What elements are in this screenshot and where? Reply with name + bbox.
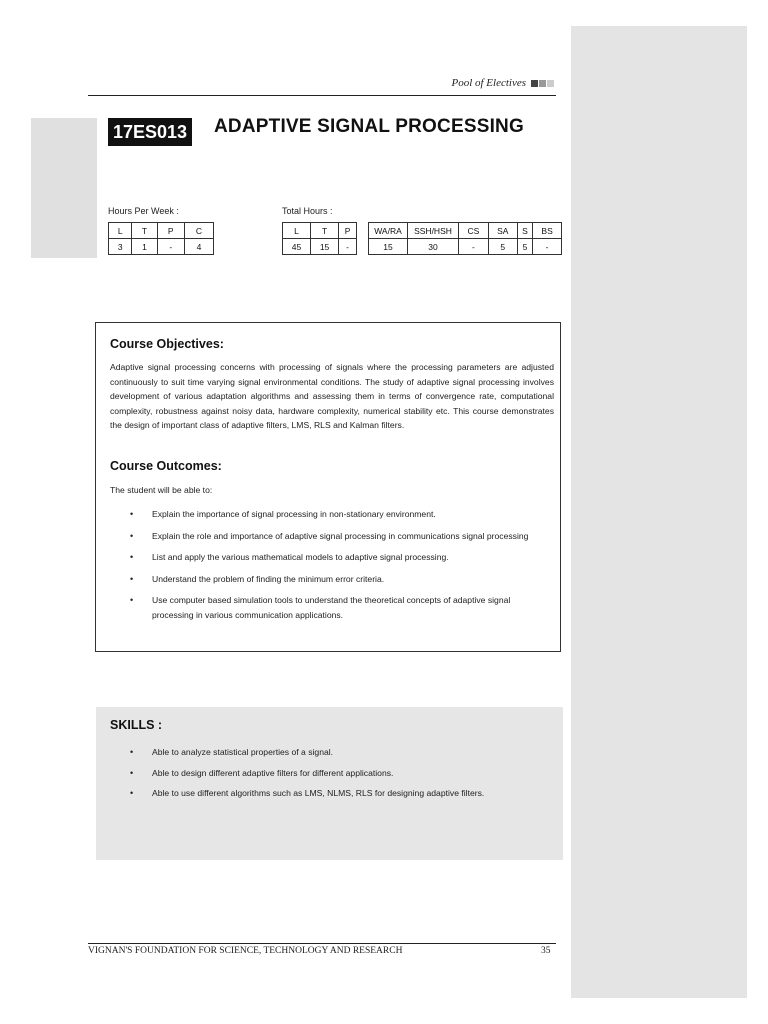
skills-panel	[96, 707, 563, 860]
table-cell: S	[517, 223, 533, 239]
table-cell: SSH/HSH	[408, 223, 459, 239]
table-cell: SA	[488, 223, 517, 239]
list-item: • Able to use different algorithms such as LMS, NLMS, RLS for designing adaptive filters.	[152, 786, 548, 801]
header-rule	[88, 95, 556, 96]
bullet-icon: •	[130, 552, 134, 563]
table-cell: C	[184, 223, 213, 239]
table-cell: WA/RA	[369, 223, 408, 239]
objectives-heading: Course Objectives:	[110, 337, 224, 351]
right-margin-panel	[571, 26, 747, 998]
outcomes-intro: The student will be able to:	[110, 485, 213, 495]
list-item: • Use computer based simulation tools to understand the theoretical concepts of adaptive signal processing in various communication applications.	[130, 595, 511, 620]
list-item: • Able to design different adaptive filters for different applications.	[152, 766, 548, 781]
skills-heading: SKILLS :	[110, 718, 163, 732]
hours-per-week-label: Hours Per Week :	[108, 206, 179, 216]
table-cell: 15	[369, 239, 408, 255]
table-cell: BS	[533, 223, 562, 239]
list-item: • Explain the role and importance of adaptive signal processing in communications signal processing	[152, 529, 548, 544]
table-cell: -	[339, 239, 357, 255]
bullet-icon: •	[130, 573, 134, 584]
page-number: 35	[541, 946, 551, 956]
left-margin-tab	[31, 118, 97, 258]
outcomes-heading: Course Outcomes:	[110, 459, 222, 473]
total-hours-table	[282, 222, 357, 255]
course-title: ADAPTIVE SIGNAL PROCESSING	[214, 116, 524, 137]
header-square	[539, 80, 546, 87]
table-cell: 3	[109, 239, 132, 255]
header-square	[531, 80, 538, 87]
self-study-table	[368, 222, 562, 255]
bullet-icon: •	[130, 530, 134, 541]
table-cell: -	[533, 239, 562, 255]
table-row	[283, 223, 357, 239]
table-row	[369, 223, 562, 239]
table-row	[283, 239, 357, 255]
list-item: • Able to analyze statistical properties of a signal.	[152, 745, 548, 760]
outcomes-list	[130, 507, 548, 623]
table-cell: CS	[459, 223, 489, 239]
table-cell: 5	[488, 239, 517, 255]
table-row	[109, 223, 214, 239]
bullet-icon: •	[130, 509, 134, 519]
table-cell: 15	[311, 239, 339, 255]
table-cell: P	[339, 223, 357, 239]
table-cell: 30	[408, 239, 459, 255]
table-cell: -	[459, 239, 489, 255]
list-item: • List and apply the various mathematical models to adaptive signal processing.	[152, 550, 548, 565]
table-cell: 5	[517, 239, 533, 255]
table-cell: T	[311, 223, 339, 239]
list-item: • Understand the problem of finding the minimum error criteria.	[152, 572, 548, 587]
table-cell: L	[283, 223, 311, 239]
header-square	[547, 80, 554, 87]
bullet-icon: •	[130, 747, 134, 757]
bullet-icon: •	[130, 595, 134, 606]
footer-institution: VIGNAN'S FOUNDATION FOR SCIENCE, TECHNOLOGY AND RESEARCH	[88, 946, 403, 956]
total-hours-label: Total Hours :	[282, 206, 333, 216]
table-row	[369, 239, 562, 255]
table-cell: T	[132, 223, 157, 239]
bullet-icon: •	[130, 788, 134, 799]
header-squares	[531, 80, 555, 87]
skills-list	[130, 745, 548, 801]
table-cell: 1	[132, 239, 157, 255]
objectives-outcomes-box	[95, 322, 561, 652]
table-row	[109, 239, 214, 255]
footer-rule	[88, 943, 556, 944]
objectives-text: Adaptive signal processing concerns with processing of signals where the processing parameters are adjusted continuously to suit time varying signal environmental conditions. The study of adaptive signal processing involves development of various adaptation algorithms and assessing them in terms of convergence rate, computational complexity, robustness against noisy data, hardware complexity, numerical stability etc. This course demonstrates the design of important class of adaptive filters, LMS, RLS and Kalman filters.	[110, 362, 554, 431]
table-cell: L	[109, 223, 132, 239]
table-cell: P	[157, 223, 184, 239]
course-code: 17ES013	[108, 118, 192, 146]
table-cell: 4	[184, 239, 213, 255]
bullet-icon: •	[130, 767, 134, 778]
list-item: • Explain the importance of signal processing in non-stationary environment.	[152, 507, 548, 522]
table-cell: -	[157, 239, 184, 255]
running-header: Pool of Electives	[451, 77, 526, 89]
table-cell: 45	[283, 239, 311, 255]
hours-per-week-table	[108, 222, 214, 255]
